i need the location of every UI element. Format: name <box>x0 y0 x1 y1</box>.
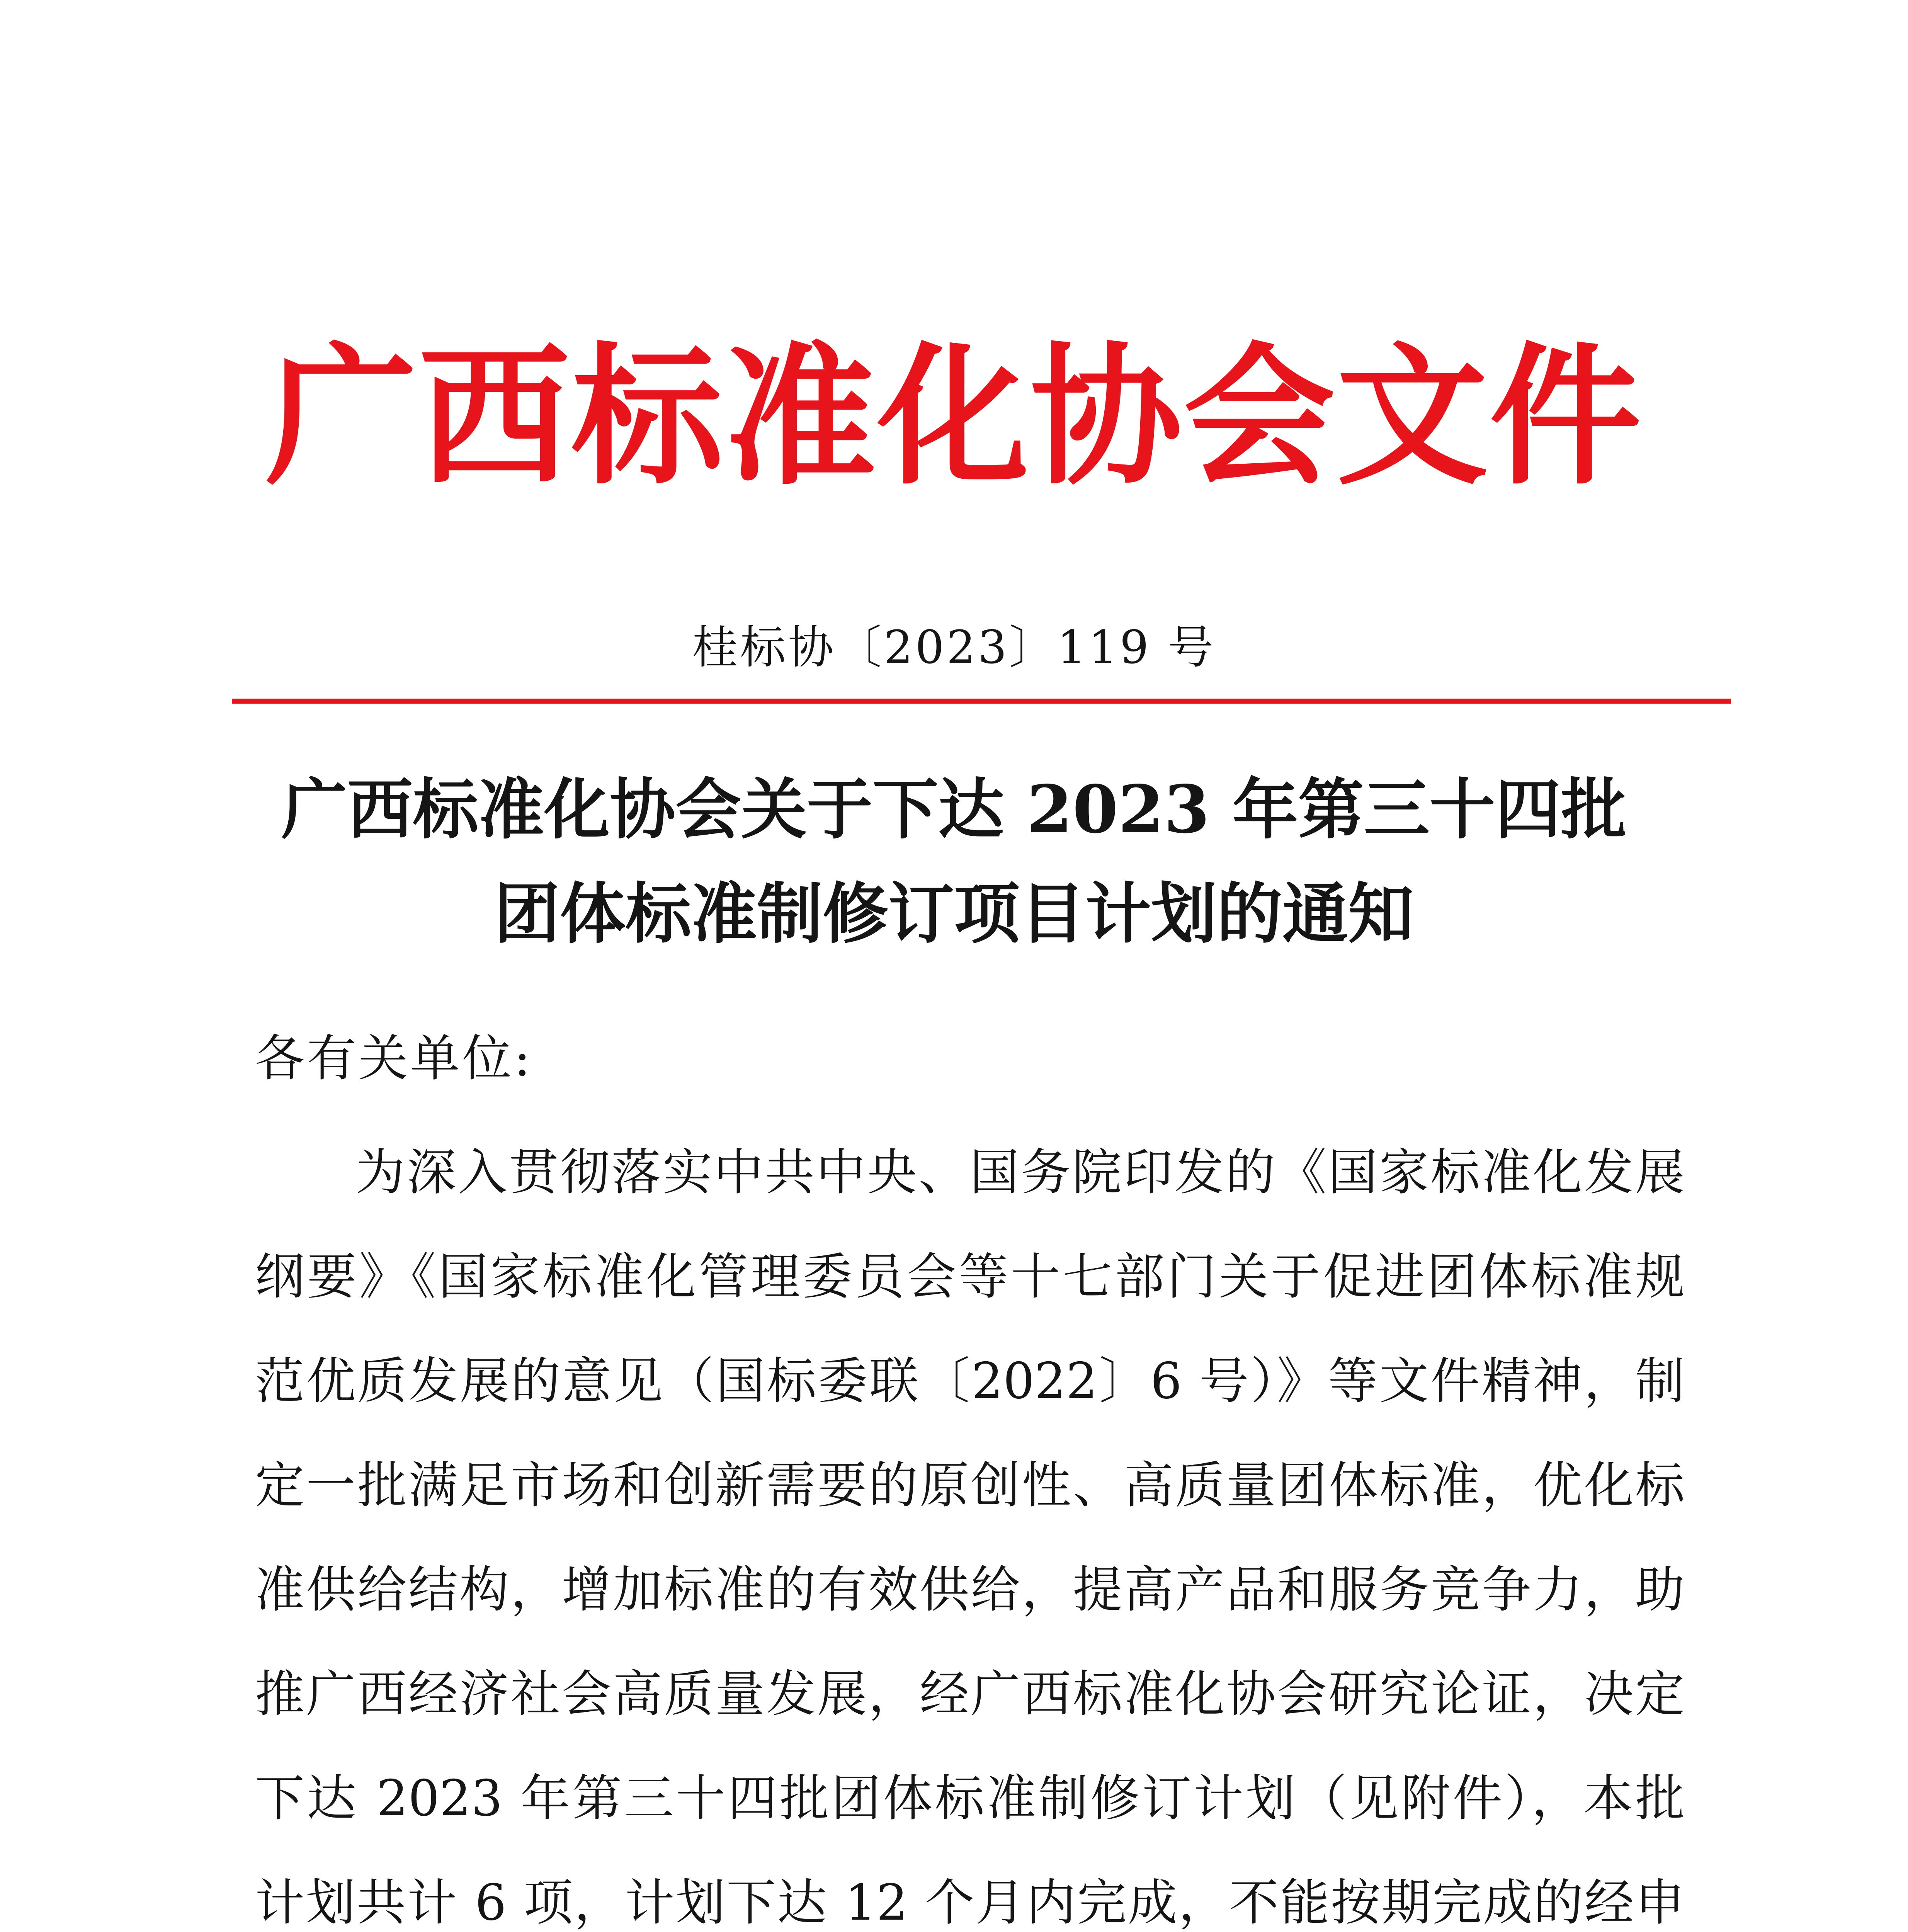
body-line: 为深入贯彻落实中共中央、国务院印发的《国家标准化发展 <box>355 1144 1685 1201</box>
body-line: 推广西经济社会高质量发展，经广西标准化协会研究论证，决定 <box>255 1665 1685 1723</box>
body-line: 纲要》《国家标准化管理委员会等十七部门关于促进团体标准规 <box>255 1248 1685 1306</box>
salutation: 各有关单位: <box>255 1030 533 1087</box>
body-line: 范优质发展的意见（国标委联〔2022〕6 号）》等文件精神，制 <box>255 1352 1685 1410</box>
notice-title-line-1: 广西标准化协会关于下达 2023 年第三十四批 <box>281 771 1627 848</box>
masthead-title: 广西标准化协会文件 <box>265 329 1643 505</box>
body-line: 下达 2023 年第三十四批团体标准制修订计划（见附件），本批 <box>255 1770 1685 1827</box>
body-line: 计划共计 6 项，计划下达 12 个月内完成，不能按期完成的经申 <box>255 1874 1685 1932</box>
red-divider-line <box>232 699 1731 704</box>
notice-title-line-2: 团体标准制修订项目计划的通知 <box>494 875 1414 952</box>
notice-title <box>0 757 1908 966</box>
body-line: 定一批满足市场和创新需要的原创性、高质量团体标准，优化标 <box>255 1457 1685 1514</box>
document-number: 桂标协〔2023〕119 号 <box>692 621 1216 674</box>
body-line: 准供给结构，增加标准的有效供给，提高产品和服务竞争力，助 <box>255 1561 1685 1619</box>
